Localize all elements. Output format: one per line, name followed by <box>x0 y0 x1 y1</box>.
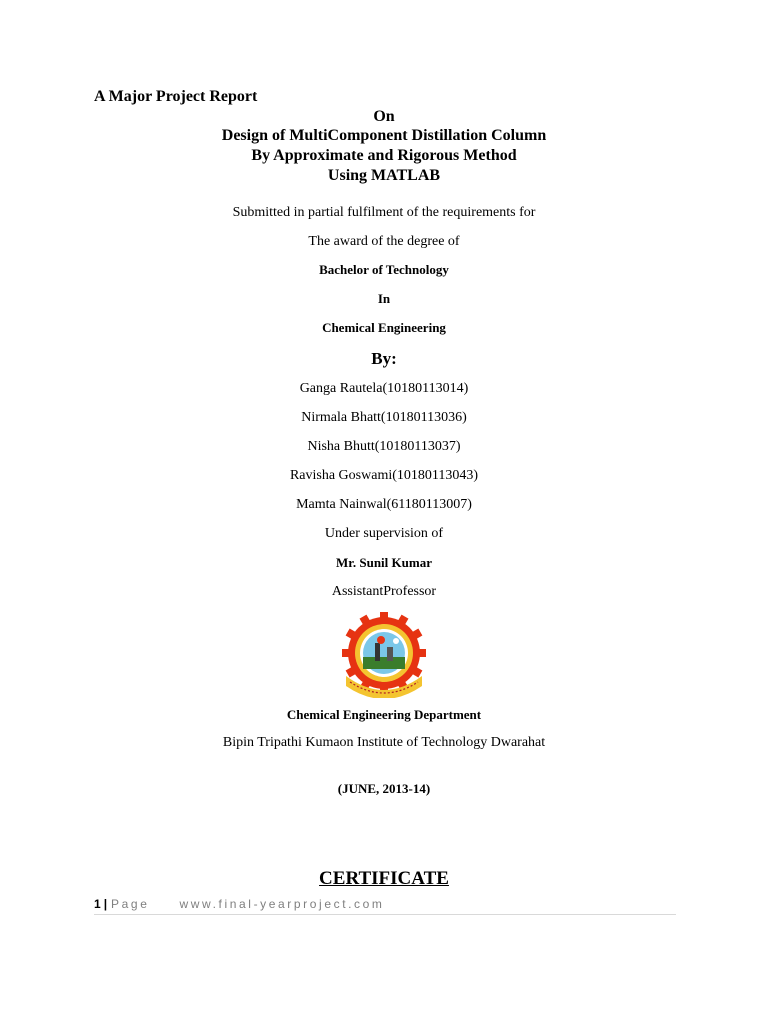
institute-name: Bipin Tripathi Kumaon Institute of Technology Dwarahat <box>222 735 546 750</box>
footer-divider <box>94 914 676 915</box>
footer-separator: | <box>103 897 108 911</box>
author-entry: Ganga Rautela(10180113014) <box>299 381 469 396</box>
supervision-label: Under supervision of <box>324 526 444 541</box>
department-name: Chemical Engineering Department <box>286 707 482 722</box>
supervisor-designation: AssistantProfessor <box>331 584 437 599</box>
page-label: Page <box>111 897 150 911</box>
on-label: On <box>373 108 395 125</box>
award-statement: The award of the degree of <box>308 234 460 249</box>
by-label: By: <box>371 349 397 368</box>
institute-emblem-icon <box>338 612 430 698</box>
author-entry: Mamta Nainwal(61180113007) <box>296 497 472 512</box>
page-number: 1 <box>94 897 101 911</box>
website-link[interactable]: www.final-yearproject.com <box>179 897 385 911</box>
author-entry: Nirmala Bhatt(10180113036) <box>301 410 467 425</box>
page-footer <box>94 897 385 911</box>
submission-statement: Submitted in partial fulfilment of the requirements for <box>232 205 536 220</box>
project-title-line-2: By Approximate and Rigorous Method <box>251 147 517 164</box>
project-title-line-1: Design of MultiComponent Distillation Column <box>221 127 547 144</box>
report-label: A Major Project Report <box>94 88 258 105</box>
author-entry: Ravisha Goswami(10180113043) <box>289 468 479 483</box>
author-entry: Nisha Bhutt(10180113037) <box>307 439 461 454</box>
supervisor-name: Mr. Sunil Kumar <box>336 555 432 570</box>
in-label: In <box>377 291 391 306</box>
certificate-heading: CERTIFICATE <box>319 868 449 889</box>
degree-name: Bachelor of Technology <box>319 262 449 277</box>
session-year: (JUNE, 2013-14) <box>337 781 431 796</box>
project-title-line-3: Using MATLAB <box>327 167 441 184</box>
discipline-name: Chemical Engineering <box>322 320 446 335</box>
